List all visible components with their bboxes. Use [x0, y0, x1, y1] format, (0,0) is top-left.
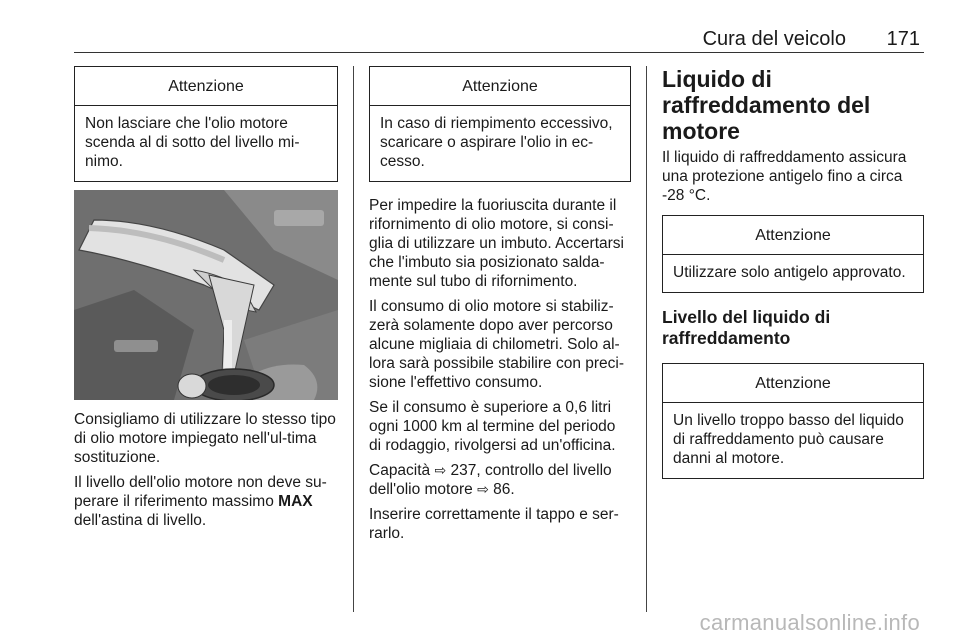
- subsection-heading: Livello del liquido di raffreddamento: [662, 307, 831, 348]
- page-reference-link[interactable]: 237: [450, 462, 477, 479]
- page-ref-arrow-icon: ⇨: [477, 481, 489, 497]
- warning-text: Non lasciare che l'olio motore scenda al di sotto del livello mi-nimo.: [85, 115, 300, 170]
- paragraph-text: dell'astina di livello.: [74, 512, 207, 529]
- warning-box: [369, 66, 631, 182]
- paragraph: [74, 473, 338, 530]
- warning-title: Attenzione: [663, 216, 923, 255]
- paragraph: Per impedire la fuoriuscita durante il rifornimento di olio motore, si consi-glia di utilizzare un imbuto. Accertarsi che l'imbuto sia posizionato salda-mente sul tubo di rifornimento.: [369, 197, 625, 290]
- watermark: carmanualsonline.info: [699, 610, 920, 635]
- warning-title: Attenzione: [663, 364, 923, 403]
- column-middle: [369, 66, 631, 549]
- paragraph: [369, 461, 631, 499]
- warning-text: Utilizzare solo antigelo approvato.: [673, 264, 906, 281]
- page-number: 171: [886, 28, 920, 50]
- paragraph: Consigliamo di utilizzare lo stesso tipo di olio motore impiegato nell'ul-tima sostituzione.: [74, 411, 336, 466]
- section-heading: Liquido di raffreddamento del motore: [662, 66, 871, 144]
- paragraph-text: , controllo del livello dell'olio motore: [369, 462, 612, 498]
- oil-funnel-illustration: [74, 190, 338, 400]
- paragraph-text: Capacità: [369, 462, 435, 479]
- column-right: [662, 66, 924, 479]
- page-reference-link[interactable]: 86: [493, 481, 511, 498]
- section-title: Cura del veicolo: [702, 28, 846, 50]
- max-label: MAX: [278, 493, 313, 510]
- warning-title: Attenzione: [370, 67, 630, 106]
- column-divider: [646, 66, 647, 612]
- column-divider: [353, 66, 354, 612]
- warning-box: [662, 215, 924, 293]
- warning-text: In caso di riempimento eccessivo, scaricare o aspirare l'olio in ec-cesso.: [380, 115, 613, 170]
- paragraph: Se il consumo è superiore a 0,6 litri ogni 1000 km al termine del periodo di rodaggio, rivolgersi ad un'officina.: [369, 399, 616, 454]
- paragraph-text: .: [510, 481, 515, 498]
- paragraph-text: Il livello dell'olio motore non deve su-perare il riferimento massimo: [74, 474, 327, 510]
- warning-title: Attenzione: [75, 67, 337, 106]
- paragraph: Inserire correttamente il tappo e ser-rarlo.: [369, 506, 619, 542]
- page-header: [74, 26, 924, 53]
- warning-text: Un livello troppo basso del liquido di raffreddamento può causare danni al motore.: [673, 412, 904, 467]
- paragraph: Il liquido di raffreddamento assicura una protezione antigelo fino a circa -28 °C.: [662, 149, 907, 204]
- page-ref-arrow-icon: ⇨: [434, 462, 447, 478]
- paragraph: Il consumo di olio motore si stabiliz-zerà solamente dopo aver percorso alcune migliaia di chilometri. Solo al-lora sarà possibile stabilire con preci-sione l'effettivo consumo.: [369, 298, 625, 391]
- warning-box: [74, 66, 338, 182]
- column-left: [74, 66, 338, 536]
- warning-box: [662, 363, 924, 479]
